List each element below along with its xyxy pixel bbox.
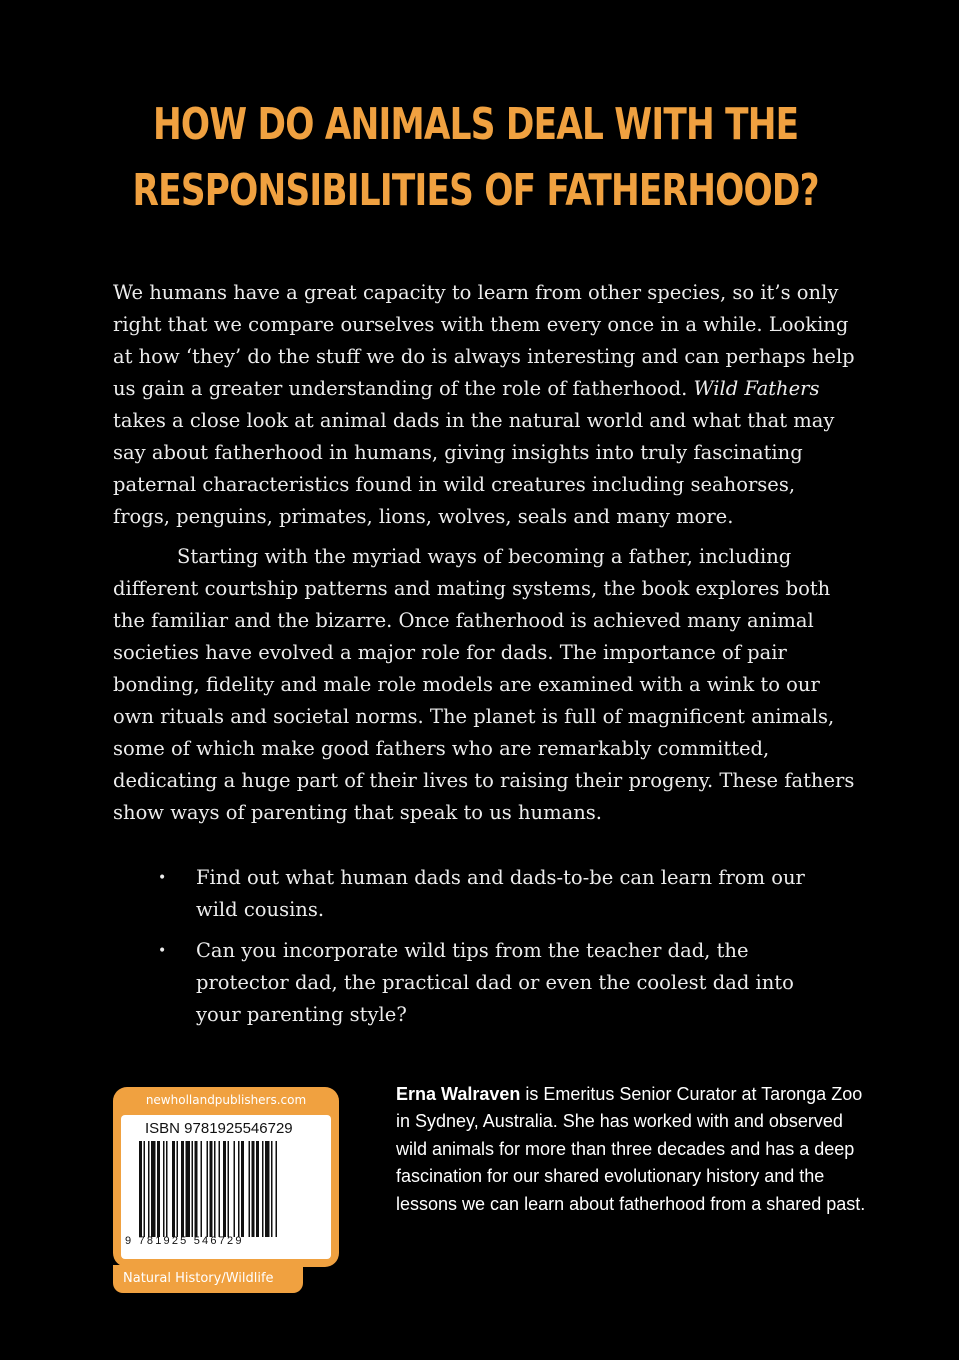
second-paragraph: Starting with the myriad ways of becoming a father, including different courtship patterns and mating systems, the book explores both the familiar and the bizarre. Once fatherhood is achieved many animal societies have evolved a major role for dads. The importance of pair bonding, fidelity and male role models are examined with a wink to our own rituals and societal norms. The planet is full of magnificent animals, some of which make good fathers who are remarkably committed, dedicating a huge part of their lives to raising their progeny. These fathers show ways of parenting that speak to us humans. xyxy=(113,545,855,824)
publisher-url: newhollandpublishers.com xyxy=(145,1093,307,1107)
intro-part-2: takes a close look at animal dads in the natural world and what that may say about fatherhood in humans, giving insights into truly fascinating paternal characteristics found in wild creatures including seahorses, frogs, penguins, primates, lions, wolves, seals and many more. xyxy=(113,409,835,528)
book-title: Wild Fathers xyxy=(693,377,820,400)
author-name: Erna Walraven xyxy=(396,1084,521,1104)
barcode-panel xyxy=(121,1115,331,1259)
category-label: Natural History/Wildlife xyxy=(123,1271,274,1286)
category-tag xyxy=(113,1265,303,1293)
author-bio xyxy=(396,1081,866,1218)
bullet-dot: • xyxy=(158,943,167,959)
barcode-digits: 9 781925 546729 xyxy=(125,1235,244,1247)
headline xyxy=(102,92,850,224)
bullet-item xyxy=(150,862,830,926)
headline-line-2: RESPONSIBILITIES OF FATHERHOOD? xyxy=(132,165,819,216)
headline-line-1: HOW DO ANIMALS DEAL WITH THE xyxy=(152,99,799,150)
bullet-dot: • xyxy=(158,870,167,886)
bullet-text: Can you incorporate wild tips from the teacher dad, the protector dad, the practical dad or even the coolest dad into your parenting style? xyxy=(196,939,794,1026)
bullet-text: Find out what human dads and dads-to-be can learn from our wild cousins. xyxy=(196,866,805,921)
bullet-item xyxy=(150,935,830,1031)
isbn-label: ISBN 9781925546729 xyxy=(145,1120,293,1137)
author-bio-text: is Emeritus Senior Curator at Taronga Zoo in Sydney, Australia. She has worked with and observed wild animals for more than three decades and has a deep fascination for our shared evolutionary history and the lessons we can learn about fatherhood from a shared past. xyxy=(396,1084,866,1214)
intro-part-1: We humans have a great capacity to learn from other species, so it’s only right that we compare ourselves with them every once in a while. Looking at how ‘they’ do the stuff we do is always interesting and can perhaps help us gain a greater understanding of the role of fatherhood. xyxy=(113,281,855,400)
barcode-card xyxy=(113,1087,339,1267)
barcode-graphic xyxy=(139,1141,329,1237)
intro-paragraph xyxy=(113,277,858,533)
blurb xyxy=(113,277,858,829)
bullet-list xyxy=(150,862,830,1040)
